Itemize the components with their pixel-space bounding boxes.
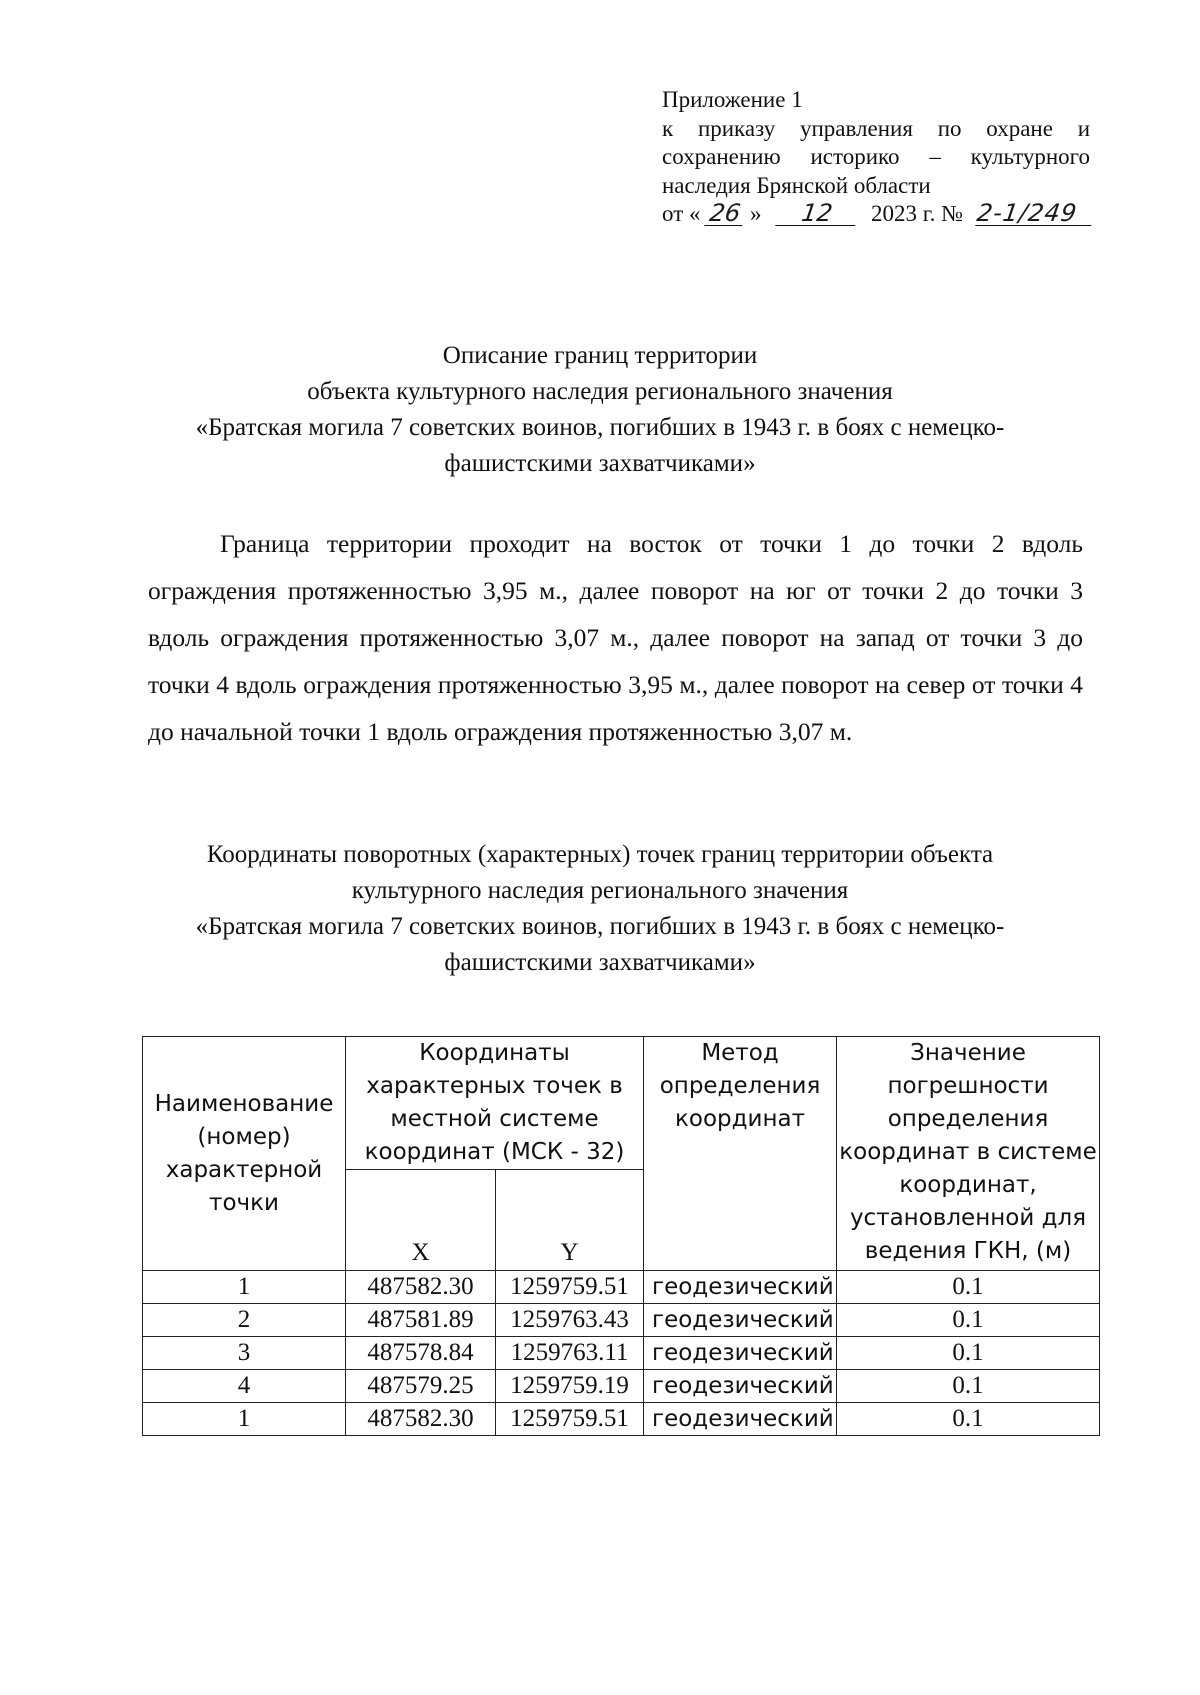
- description-heading: [120, 338, 1080, 482]
- year-and-number-label: 2023 г. №: [871, 201, 964, 226]
- table-row: [143, 1370, 1100, 1403]
- cell-x: 487581.89: [346, 1304, 496, 1337]
- cell-point: 2: [143, 1304, 346, 1337]
- cell-error: 0.1: [837, 1403, 1100, 1436]
- handwritten-day: 26: [704, 201, 746, 226]
- heading2-line-3: «Братская могила 7 советских воинов, погибших в 1943 г. в боях с немецко-: [195, 913, 1005, 940]
- cell-y: 1259759.51: [496, 1271, 644, 1304]
- heading1-line-3: «Братская могила 7 советских воинов, погибших в 1943 г. в боях с немецко-: [195, 414, 1005, 441]
- header-y: Y: [496, 1170, 644, 1271]
- date-prefix: от «: [662, 201, 701, 226]
- cell-y: 1259759.51: [496, 1403, 644, 1436]
- date-quote-close: »: [750, 201, 762, 226]
- header-x: X: [346, 1170, 496, 1271]
- header-coordinates: Координаты характерных точек в местной системе координат (МСК - 32): [346, 1037, 644, 1170]
- header-method: Метод определения координат: [644, 1037, 837, 1271]
- cell-x: 487582.30: [346, 1271, 496, 1304]
- handwritten-month: 12: [775, 201, 859, 226]
- coordinates-table: [142, 1036, 1100, 1436]
- heading2-line-4: фашистскими захватчиками»: [444, 949, 756, 976]
- cell-y: 1259759.19: [496, 1370, 644, 1403]
- heading2-line-2: культурного наследия регионального значения: [351, 877, 849, 904]
- cell-y: 1259763.43: [496, 1304, 644, 1337]
- appendix-title: Приложение 1: [662, 87, 803, 112]
- cell-method: геодезический: [644, 1370, 837, 1403]
- appendix-order-line-2: сохранению историко – культурного: [662, 144, 1090, 169]
- cell-method: геодезический: [644, 1403, 837, 1436]
- appendix-header: [662, 86, 1090, 229]
- appendix-order-line-3: наследия Брянской области: [662, 172, 931, 198]
- cell-y: 1259763.11: [496, 1337, 644, 1370]
- cell-error: 0.1: [837, 1304, 1100, 1337]
- heading1-line-4: фашистскими захватчиками»: [444, 450, 756, 477]
- cell-point: 1: [143, 1271, 346, 1304]
- header-point-name: Наименование (номер) характерной точки: [143, 1037, 346, 1271]
- boundary-description-paragraph: Граница территории проходит на восток от точки 1 до точки 2 вдоль ограждения протяженностью 3,95 м., далее поворот на юг от точки 2 до точки 3 вдоль ограждения протяженностью 3,07 м., далее поворот на запад от точки 3 до точки 4 вдоль ограждения протяженностью 3,95 м., далее поворот на север от точки 4 до начальной точки 1 вдоль ограждения протяженностью 3,07 м.: [148, 529, 1083, 746]
- cell-error: 0.1: [837, 1370, 1100, 1403]
- cell-point: 1: [143, 1403, 346, 1436]
- cell-method: геодезический: [644, 1337, 837, 1370]
- table-row: [143, 1403, 1100, 1436]
- order-date-line: [662, 200, 1090, 229]
- cell-point: 4: [143, 1370, 346, 1403]
- cell-x: 487579.25: [346, 1370, 496, 1403]
- heading1-line-1: Описание границ территории: [442, 342, 758, 369]
- coordinates-heading: [120, 837, 1080, 981]
- cell-point: 3: [143, 1337, 346, 1370]
- table-row: [143, 1337, 1100, 1370]
- heading1-line-2: объекта культурного наследия регионального значения: [307, 378, 893, 405]
- cell-x: 487582.30: [346, 1403, 496, 1436]
- appendix-order-line-1: к приказу управления по охране и: [662, 115, 1090, 141]
- cell-method: геодезический: [644, 1271, 837, 1304]
- handwritten-order-number: 2-1/249: [975, 201, 1095, 226]
- table-row: [143, 1271, 1100, 1304]
- header-error: Значение погрешности определения координат в системе координат, установленной для ведения ГКН, (м): [837, 1037, 1100, 1271]
- heading2-line-1: Координаты поворотных (характерных) точек границ территории объекта: [206, 841, 994, 868]
- cell-x: 487578.84: [346, 1337, 496, 1370]
- table-row: [143, 1304, 1100, 1337]
- cell-error: 0.1: [837, 1271, 1100, 1304]
- cell-method: геодезический: [644, 1304, 837, 1337]
- cell-error: 0.1: [837, 1337, 1100, 1370]
